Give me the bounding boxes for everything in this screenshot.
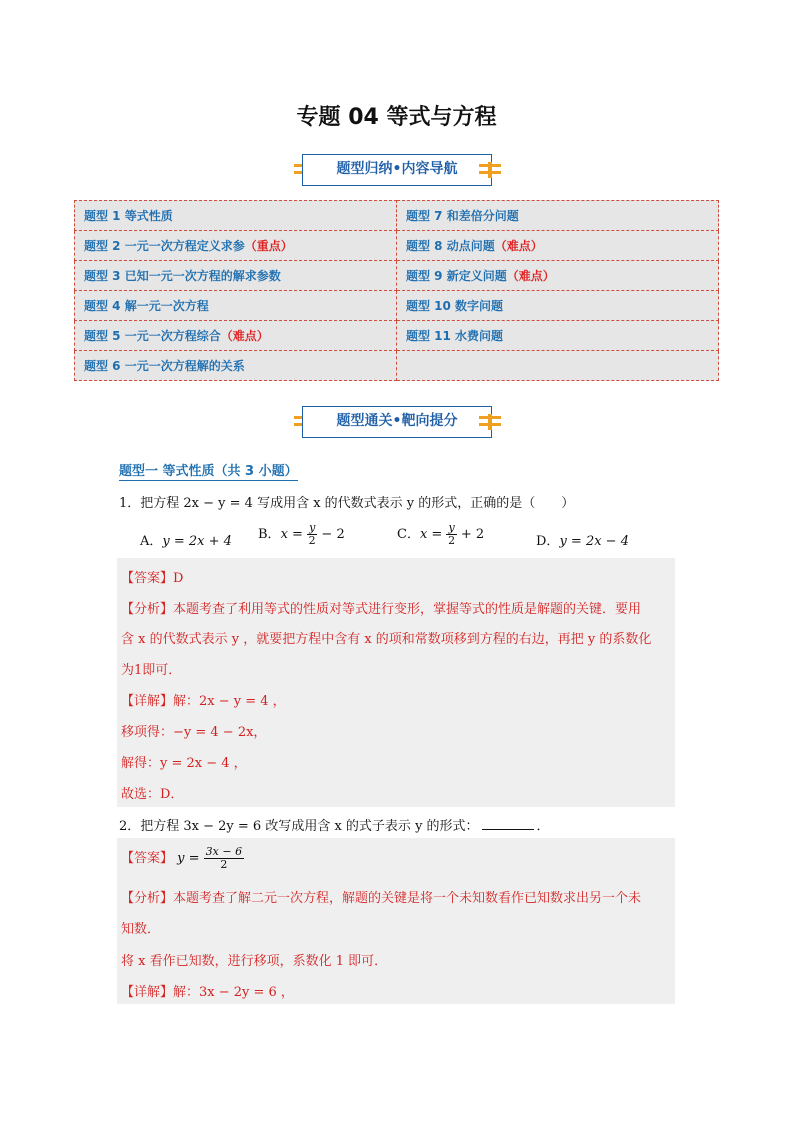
toc-item[interactable]: 题型 7 和差倍分问题 <box>397 201 719 231</box>
toc-item[interactable]: 题型 5 一元一次方程综合（难点） <box>75 321 397 351</box>
detail-2-line1: 【详解】解：3x − 2y = 6 ， <box>121 985 294 1000</box>
toc-item[interactable]: 题型 11 水费问题 <box>397 321 719 351</box>
toc-item[interactable]: 题型 6 一元一次方程解的关系 <box>75 351 397 381</box>
fraction: $\frac{y}{2}$ <box>308 521 316 547</box>
question-2-stem: 2．把方程 3x − 2y = 6 改写成用含 x 的式子表示 y 的形式： ． <box>119 819 550 834</box>
detail-1-line1: 【详解】解：2x − y = 4 ， <box>121 694 286 709</box>
toc-item-empty <box>397 351 719 381</box>
banner-label: 题型通关•靶向提分 <box>302 406 492 438</box>
fraction: $\frac{3x - 6}{2}$ <box>205 845 243 871</box>
detail-1-line4: 故选：D． <box>121 787 184 802</box>
analysis-1-line2: 含 x 的代数式表示 y ，就要把方程中含有 x 的项和常数项移到方程的右边，再把 y 的系数化 <box>121 632 652 647</box>
toc-row <box>75 321 719 351</box>
detail-1-line3: 解得：y = 2x − 4 ， <box>121 756 247 771</box>
toc-row <box>75 351 719 381</box>
fraction: $\frac{y}{2}$ <box>448 521 456 547</box>
option-b[interactable]: B．x = $\frac{y}{2}$ − 2 <box>258 521 345 547</box>
page-title: 专题 04 等式与方程 <box>296 105 497 130</box>
analysis-2-line2: 知数． <box>121 922 161 937</box>
toc-item[interactable]: 题型 8 动点问题（难点） <box>397 231 719 261</box>
analysis-1-line3: 为1即可． <box>121 663 182 678</box>
toc-row <box>75 261 719 291</box>
toc-row <box>75 291 719 321</box>
answer-blank[interactable] <box>482 817 534 830</box>
answer-2: 【答案】 y = $\frac{3x - 6}{2}$ <box>121 845 243 871</box>
option-a[interactable]: A．y = 2x + 4 <box>140 534 232 549</box>
analysis-2-line1: 【分析】本题考查了解二元一次方程，解题的关键是将一个未知数看作已知数求出另一个未 <box>121 891 642 906</box>
toc-item[interactable]: 题型 3 已知一元一次方程的解求参数 <box>75 261 397 291</box>
answer-1: 【答案】D <box>121 571 184 586</box>
toc-item[interactable]: 题型 1 等式性质 <box>75 201 397 231</box>
toc-table <box>74 200 719 381</box>
option-d[interactable]: D．y = 2x − 4 <box>536 534 629 549</box>
toc-item[interactable]: 题型 9 新定义问题（难点） <box>397 261 719 291</box>
toc-row <box>75 201 719 231</box>
toc-item[interactable]: 题型 4 解一元一次方程 <box>75 291 397 321</box>
right-ornament-icon <box>479 162 501 178</box>
analysis-1-line1: 【分析】本题考查了利用等式的性质对等式进行变形，掌握等式的性质是解题的关键．要用 <box>121 602 642 617</box>
detail-1-line2: 移项得：−y = 4 − 2x， <box>121 725 267 740</box>
section-heading[interactable]: 题型一 等式性质（共 3 小题） <box>119 460 298 481</box>
question-1-stem: 1．把方程 2x − y = 4 写成用含 x 的代数式表示 y 的形式，正确的是（ ） <box>119 496 575 511</box>
option-c[interactable]: C．x = $\frac{y}{2}$ + 2 <box>397 521 485 547</box>
right-ornament-icon <box>479 414 501 430</box>
banner-label: 题型归纳•内容导航 <box>302 154 492 186</box>
toc-row <box>75 231 719 261</box>
section-banner-practice <box>0 406 793 442</box>
analysis-2-line3: 将 x 看作已知数，进行移项，系数化 1 即可． <box>121 954 388 969</box>
section-banner-nav <box>0 154 793 190</box>
toc-item[interactable]: 题型 2 一元一次方程定义求参（重点） <box>75 231 397 261</box>
toc-item[interactable]: 题型 10 数字问题 <box>397 291 719 321</box>
